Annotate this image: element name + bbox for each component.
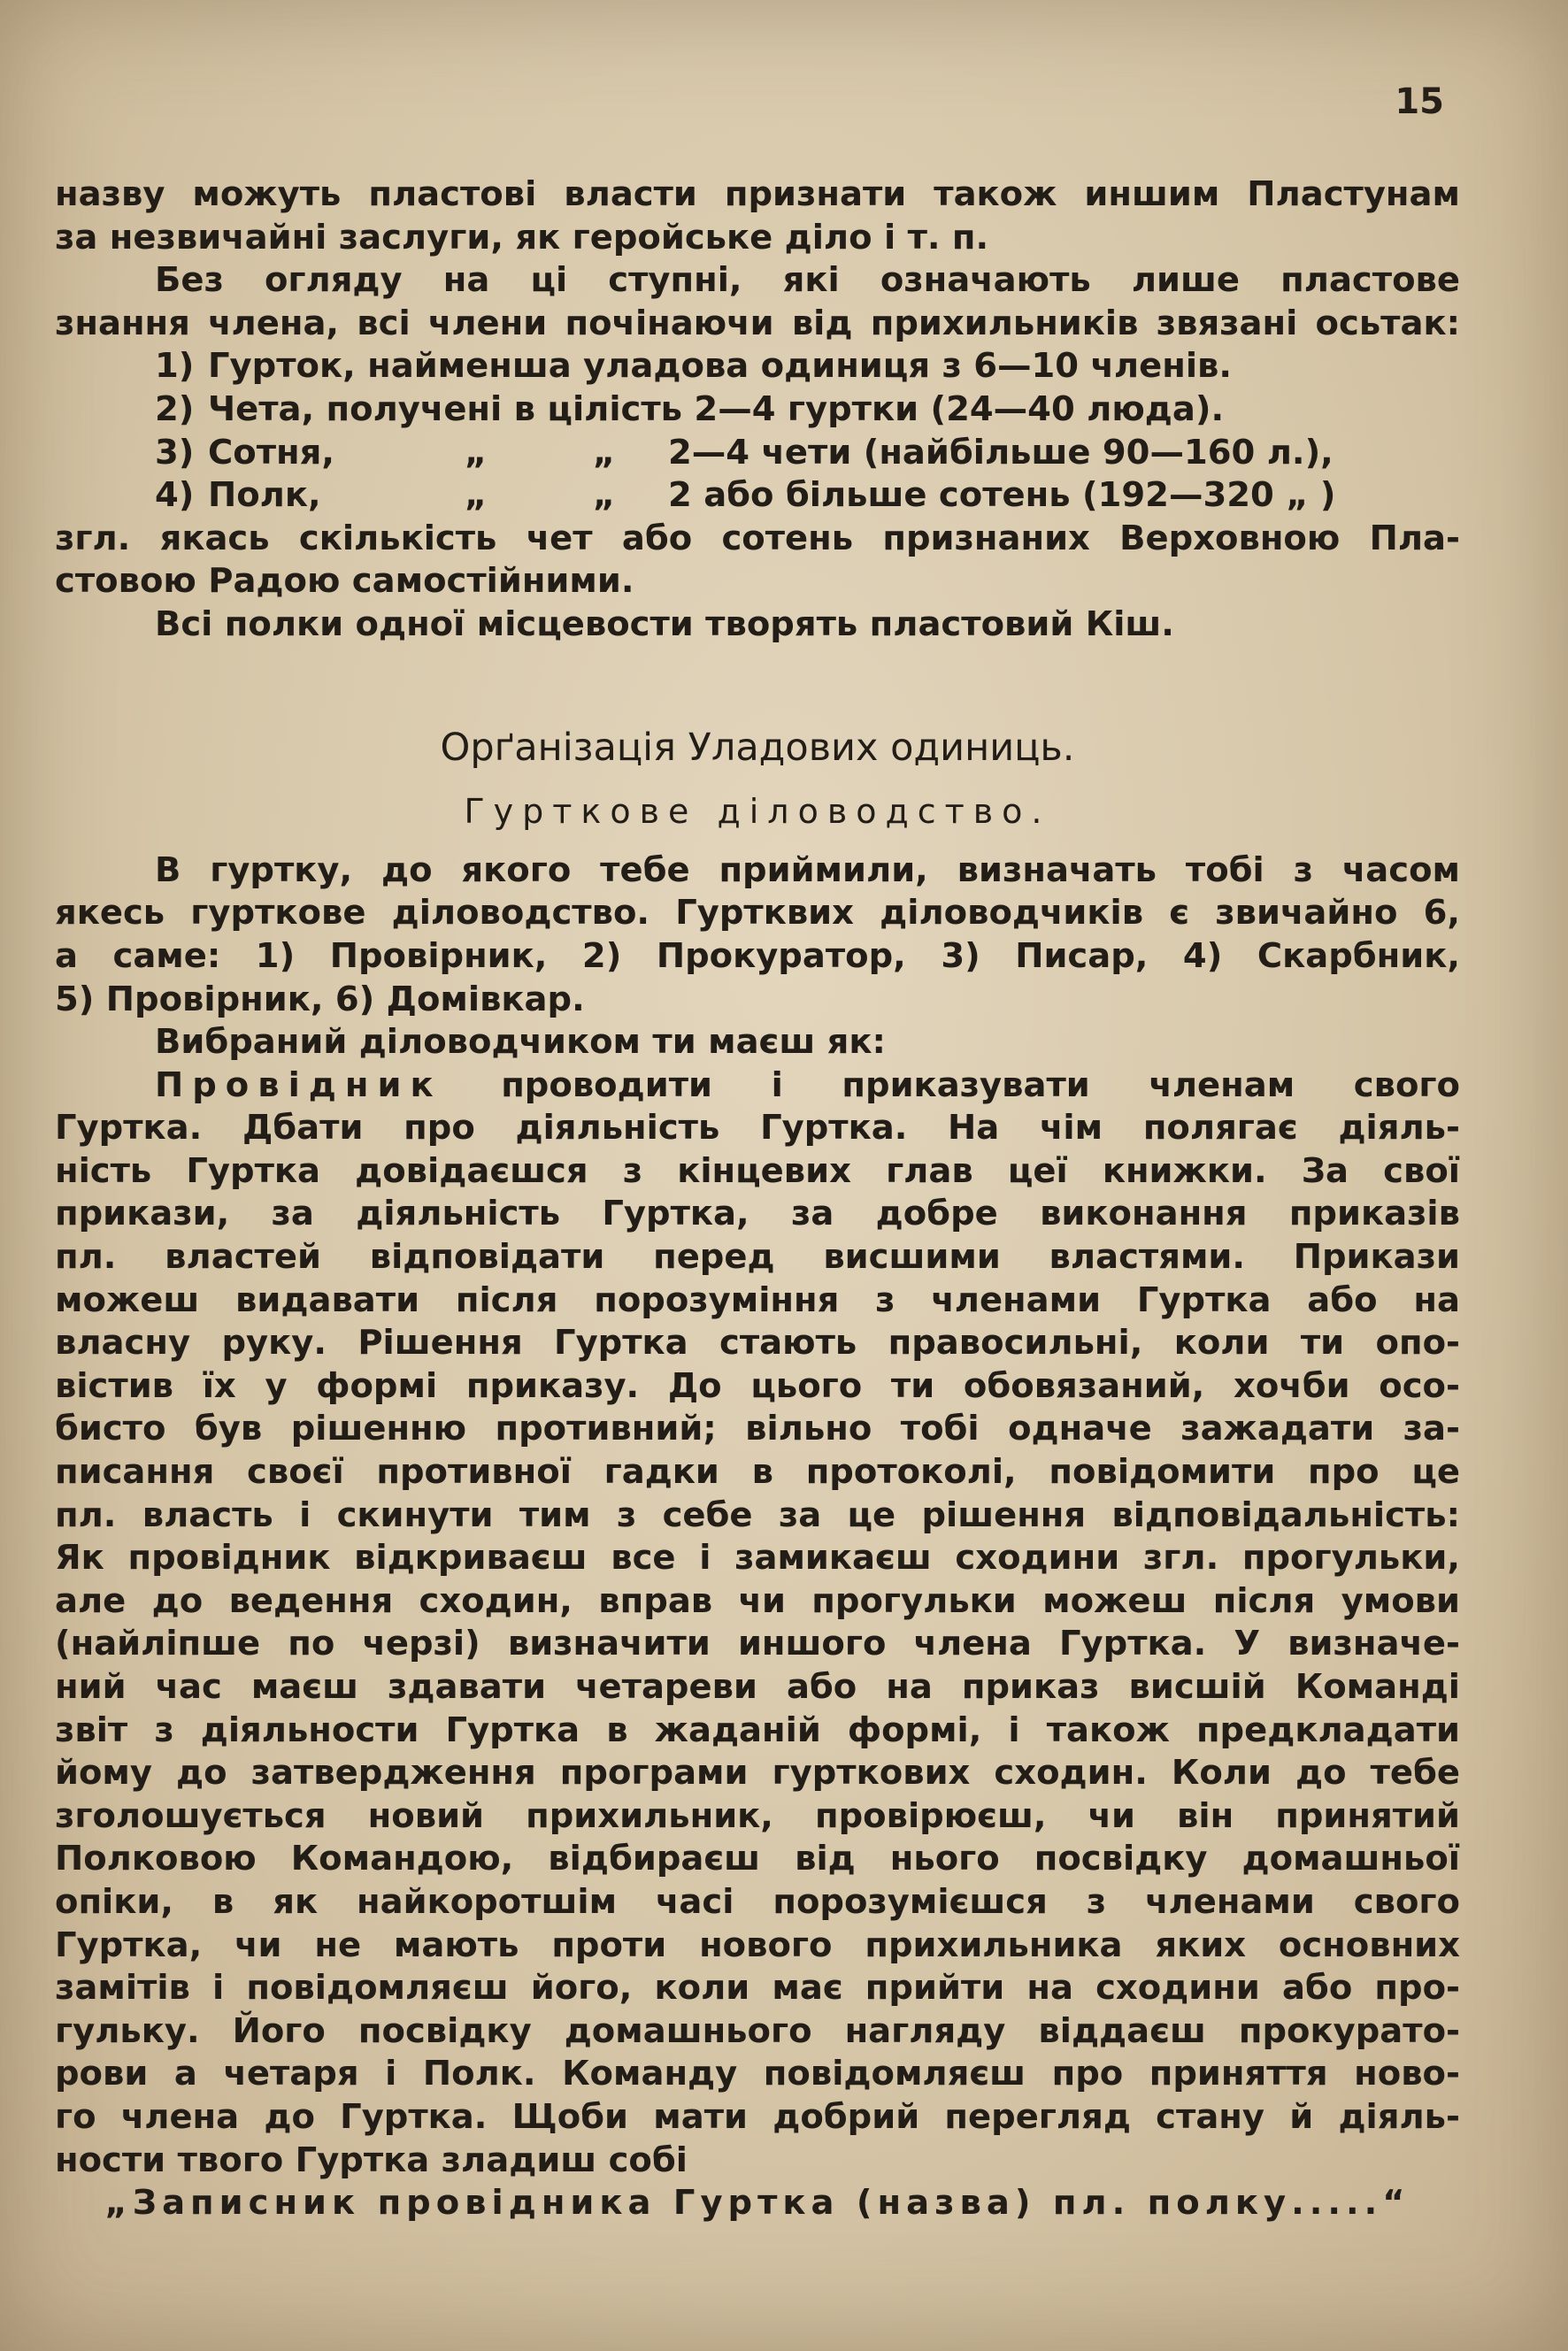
list-number: 2) xyxy=(155,388,195,429)
ditto-mark: „ xyxy=(592,432,616,473)
page-number: 15 xyxy=(1395,81,1444,122)
text-line: Без огляду на ці ступні, які означають лише пластове xyxy=(155,260,1460,301)
text-line: го члена до Гуртка. Щоби мати добрий перегляд стану й діяль- xyxy=(55,2096,1460,2137)
text-line: Всі полки одної місцевости творять пластовий Кіш. xyxy=(155,603,1174,644)
text-line: (найліпше по черзі) визначити иншого члена Гуртка. У визначе- xyxy=(55,1624,1460,1664)
text-line: Як провідник відкриваєш все і замикаєш сходини згл. прогульки, xyxy=(55,1538,1460,1579)
page-text xyxy=(55,173,1460,2225)
list-text: Чета, получені в цілість 2—4 гуртки (24—40 люда). xyxy=(208,388,1225,429)
text-line: Полковою Командою, відбираєш від нього посвідку домашньої xyxy=(55,1839,1460,1879)
text-line: Гуртка, чи не мають проти нового прихильника яких основних xyxy=(55,1925,1460,1965)
text-line: бисто був рішенню противний; вільно тобі одначе зажадати за- xyxy=(55,1409,1460,1449)
ditto-mark: „ xyxy=(464,432,488,473)
text-line: пл. властей відповідати перед висшими властями. Прикази xyxy=(55,1237,1460,1278)
text-line: опіки, в як найкоротшім часі порозумієшся з членами свого xyxy=(55,1881,1460,1922)
ditto-marks xyxy=(411,432,668,475)
list-name: Сотня, xyxy=(208,432,334,473)
text-line: В гуртку, до якого тебе приймили, визначать тобі з часом xyxy=(155,849,1460,890)
text-line: гульку. Його посвідку домашнього нагляду віддаєш прокурато- xyxy=(55,2010,1460,2051)
text-line: вістив їх у формі приказу. До цього ти обовязаний, хочби осо- xyxy=(55,1365,1460,1406)
section-subheading: Гурткове діловодство. xyxy=(464,792,1051,832)
mid-paragraphs xyxy=(55,518,1460,647)
text-line: прикази, за діяльність Гуртка, за добре виконання приказів xyxy=(55,1194,1460,1234)
text-line: замітів і повідомляєш його, коли має прийти на сходини або про- xyxy=(55,1968,1460,2009)
line-text: проводити і приказувати членам свого xyxy=(442,1064,1460,1105)
text-line xyxy=(55,1064,1460,1108)
text-line: за незвичайні заслуги, як геройське діло і т. п. xyxy=(55,217,989,257)
text-line: а саме: 1) Провірник, 2) Прокуратор, 3) Писар, 4) Скарбник, xyxy=(55,935,1460,976)
ditto-mark: „ xyxy=(592,475,616,516)
text-line: якесь гурткове діловодство. Гуртквих діловодчиків є звичайно 6, xyxy=(55,893,1460,933)
list-item xyxy=(55,432,1460,475)
text-line: власну руку. Рішення Гуртка стають правосильні, коли ти опо- xyxy=(55,1323,1460,1364)
list-text: 2—4 чети (найбільше 90—160 л.), xyxy=(668,432,1334,473)
text-line: звіт з діяльности Гуртка в жаданій формі, і також предкладати xyxy=(55,1709,1460,1750)
section-heading: Орґанізація Уладових одиниць. xyxy=(440,725,1075,770)
ditto-marks xyxy=(411,474,668,518)
list-number: 1) xyxy=(155,346,195,387)
text-line: йому до затвердження програми гурткових сходин. Коли до тебе xyxy=(55,1753,1460,1794)
text-line: Гуртка. Дбати про діяльність Гуртка. На чім полягає діяль- xyxy=(55,1108,1460,1149)
list-item xyxy=(55,388,1460,432)
text-line: можеш видавати після порозуміння з членами Гуртка або на xyxy=(55,1279,1460,1320)
text-line: але до ведення сходин, вправ чи прогульки можеш після умови xyxy=(55,1580,1460,1621)
list-text: Гурток, найменша уладова одиниця з 6—10 членів. xyxy=(208,346,1233,387)
text-line: Вибраний діловодчиком ти маєш як: xyxy=(155,1022,886,1063)
text-line: стовою Радою самостійними. xyxy=(55,561,634,602)
list-item xyxy=(55,345,1460,388)
text-line: рови а четаря і Полк. Команду повідомляєш про приняття ново- xyxy=(55,2054,1460,2094)
text-line: писання своєї противної гадки в протоколі, повідомити про це xyxy=(55,1452,1460,1493)
notebook-title: „Записник провідника Гуртка (назва) пл. полку.....“ xyxy=(104,2183,1410,2224)
text-line: ність Гуртка довідаєшся з кінцевих глав цеї книжки. За свої xyxy=(55,1150,1460,1191)
list-name: Полк, xyxy=(208,475,321,516)
list-item xyxy=(55,474,1460,518)
text-line: згл. якась скількість чет або сотень признаних Верховною Пла- xyxy=(55,518,1460,558)
intro-paragraphs xyxy=(55,173,1460,345)
text-line: 5) Провірник, 6) Домівкар. xyxy=(55,979,585,1019)
list-text: 2 або більше сотень (192—320 „ ) xyxy=(668,475,1336,516)
spaced-role-name: Провідник xyxy=(155,1064,442,1105)
list-number: 4) xyxy=(155,475,195,516)
text-line: ний час маєш здавати четареви або на приказ висшій Команді xyxy=(55,1667,1460,1707)
text-line: знання члена, всі члени почінаючи від прихильників звязані осьтак: xyxy=(55,303,1460,343)
ditto-mark: „ xyxy=(464,475,488,516)
text-line: пл. власть і скинути тим з себе за це рішення відповідальність: xyxy=(55,1494,1460,1535)
list-number: 3) xyxy=(155,432,195,473)
body-paragraphs xyxy=(55,849,1460,2182)
units-list xyxy=(55,345,1460,517)
text-line: ности твого Гуртка зладиш собі xyxy=(55,2140,688,2180)
text-line: назву можуть пластові власти признати також иншим Пластунам xyxy=(55,174,1460,214)
text-line: зголошується новий прихильник, провірюєш, чи він принятий xyxy=(55,1795,1460,1836)
